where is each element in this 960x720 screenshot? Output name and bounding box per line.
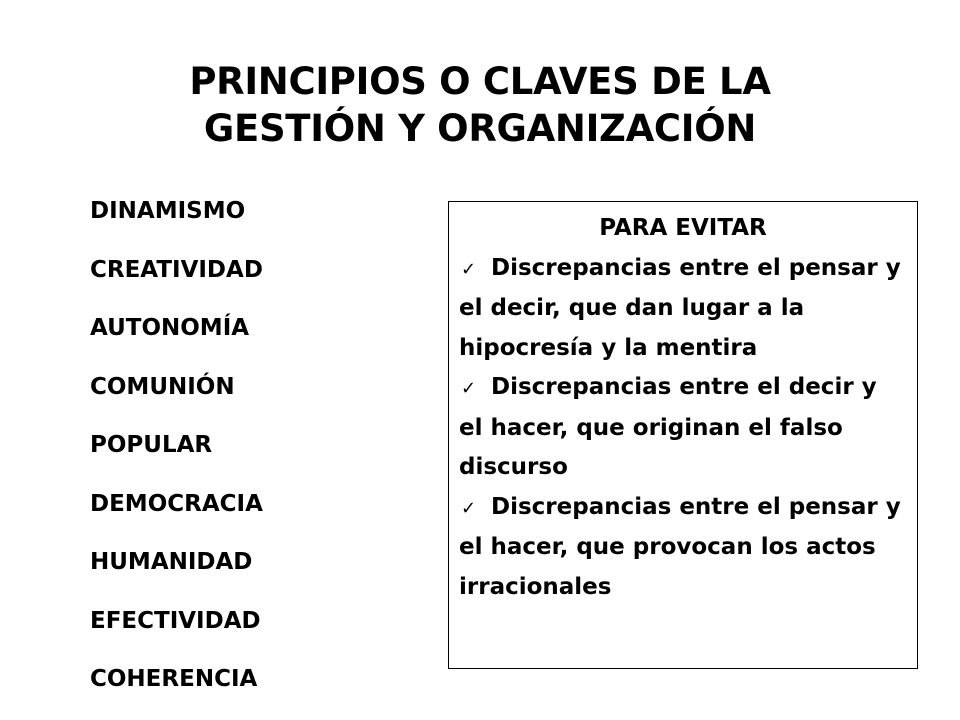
slide-title-line-1: PRINCIPIOS O CLAVES DE LA [189, 60, 771, 103]
avoid-item [459, 488, 907, 608]
principle-item: COMUNIÓN [90, 373, 235, 400]
principle-item: DINAMISMO [90, 198, 246, 224]
principles-list [90, 193, 263, 720]
avoid-item-text: Discrepancias entre el pensar y el decir, que dan lugar a la hipocresía y la mentira [459, 254, 901, 361]
checkmark-icon: ✓ [461, 258, 477, 280]
principle-item: AUTONOMÍA [90, 315, 250, 341]
checkmark-icon: ✓ [461, 378, 477, 399]
checkmark-icon: ✓ [461, 497, 477, 519]
principle-item: COHERENCIA [90, 666, 258, 692]
principle-item: HUMANIDAD [90, 549, 253, 575]
principle-item: POPULAR [90, 432, 213, 458]
principle-item: EFECTIVIDAD [90, 607, 261, 634]
avoid-item-text: Discrepancias entre el decir y el hacer, que originan el falso discurso [459, 374, 877, 480]
avoid-heading: PARA EVITAR [599, 215, 767, 241]
slide-title [150, 58, 810, 152]
principle-item: DEMOCRACIA [90, 490, 263, 517]
avoid-item [459, 368, 907, 488]
avoid-item-text: Discrepancias entre el pensar y el hacer, que provocan los actos irracionales [459, 493, 901, 600]
slide-title-line-2: GESTIÓN Y ORGANIZACIÓN [203, 107, 757, 150]
avoid-box [448, 201, 918, 669]
principle-item: CREATIVIDAD [90, 256, 263, 283]
avoid-item [459, 249, 907, 369]
